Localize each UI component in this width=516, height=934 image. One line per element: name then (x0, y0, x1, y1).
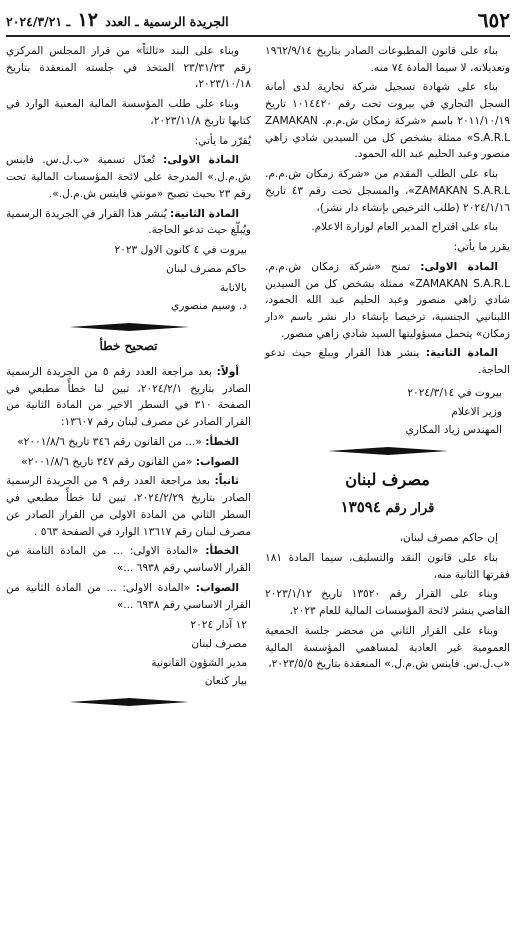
signature-line: المهندس زياد المكاري (405, 424, 502, 437)
errata-text: بعد مراجعة العدد رقم ٥ من الجريدة الرسمية الصادر بتاريخ ٢٠٢٤/٢/١، تبين لنا خطأً مطبعي في الصفحة ٣١٠ في السطر الاخير من المادة الثانية من القرار الصادر عن مصرف لبنان رقم ١٣٦٠٧: (6, 365, 251, 429)
right-column (265, 43, 510, 712)
paragraph: وبناء على طلب المؤسسة المالية المعنية الوارد في كتابها تاريخ ٢٠٢٣/١١/٨، (6, 98, 251, 127)
paragraph: وبناء على القرار رقم ١٣٥٢٠ تاريخ ٢٠٢٣/١/١٢ القاضي بنشر لائحة المؤسسات المالية للعام ٢٠٢٣، (265, 588, 510, 618)
article-1 (265, 259, 510, 343)
errata-item-2 (6, 473, 251, 540)
signature-line: وزير الاعلام (451, 405, 502, 418)
article-label: المادة الثانية: (425, 347, 498, 360)
errata-title: تصحيح خطأ (99, 339, 158, 354)
right-label: الصواب: (195, 455, 239, 468)
article-2 (265, 345, 510, 378)
article-label: المادة الثانية: (170, 207, 239, 220)
signature-line: مدير الشؤون القانونية (151, 656, 247, 669)
gazette-title (6, 9, 229, 31)
decides-heading: يقرر ما يأتي: (453, 241, 510, 254)
signature-line: ١٢ آذار ٢٠٢٤ (190, 619, 247, 632)
signature-line: د. وسيم منصوري (171, 300, 247, 313)
article-label: المادة الاولى: (420, 260, 499, 273)
wrong-text: «المادة الاولى: ... من المادة الثامنة من القرار الاساسي رقم ٦٩٣٨ ...» (6, 545, 251, 575)
article-text: تُعدّل تسمية «ب.ل.س. فاينس ش.م.ل.» المدرجة على لائحة المؤسسات المالية تحت رقم ٢٣ بحيث تصبح «مونتي فاينس ش.م.ل.». (6, 154, 251, 200)
page-header (6, 8, 510, 32)
errata-label: أولاً: (216, 365, 240, 378)
errata-right (6, 454, 251, 471)
errata-right (6, 580, 251, 613)
paragraph: بناء على قانون المطبوعات الصادر بتاريخ ١٩٦٢/٩/١٤ وتعديلاته، لا سيما المادة ٧٤ منه. (265, 45, 510, 74)
errata-wrong (6, 543, 251, 576)
decides-heading: يُقرّر ما يأتي: (194, 134, 251, 147)
errata-label: ثانياً: (214, 475, 239, 488)
decision-title (265, 496, 510, 520)
paragraph: بناء على قانون النقد والتسليف، سيما المادة ١٨١ فقرتها الثانية منه، (265, 551, 510, 581)
article-text: يُنشر هذا القرار في الجريدة الرسمية ويُبلّغ حيث تدعو الحاجة. (6, 207, 251, 237)
paragraph: وبناء على البند «ثالثاً» من قرار المجلس المركزي رقم ٢٣/٣١/٢٣ المتخذ في جلسته المنعقدة بتاريخ ٢٠٢٣/١٠/١٨، (6, 45, 251, 91)
article-2 (6, 206, 251, 239)
left-column (6, 43, 251, 712)
paragraph: بناء على الطلب المقدم من «شركة زمكان ش.م.م. ZAMAKAN S.A.R.L»، والمسجل تحت رقم ٤٣ تاريخ ٢٠٢٤/١/١٦ (طلب الترخيص بإنشاء دار نشر)، (265, 168, 511, 214)
paragraph: إن حاكم مصرف لبنان، (399, 532, 498, 545)
article-1 (6, 152, 251, 202)
right-text: «المادة الاولى: ... من المادة الثانية من القرار الاساسي رقم ٦٩٣٨ ...» (6, 581, 251, 611)
signature-line: بيروت في ٤ كانون الاول ٢٠٢٣ (114, 244, 247, 257)
errata-text: بعد مراجعة العدد رقم ٩ من الجريدة الرسمية الصادر بتاريخ ٢٠٢٤/٢/٢٩، تبين لنا خطأً مطبعي في السطر الثاني من المادة الاولى من القرار الصادر عن مصرف لبنان رقم ١٣٦١٧ الوارد في الصفحة ٥٦٣ . (6, 475, 251, 538)
paragraph: وبناء على القرار الثاني من محضر جلسة الجمعية العمومية غير العادية لمساهمي المؤسسة المالية «ب.ل.س. فاينس ش.م.ل.» المنعقدة بتاريخ ٢٠٢٣/٥/٥، (265, 624, 510, 671)
decision-number: ١٣٥٩٤ (340, 498, 381, 517)
article-label: المادة الاولى: (162, 154, 239, 167)
signature-line: بيار كنعان (204, 675, 247, 688)
article-text: ينشر هذا القرار ويبلغ حيث تدعو الحاجة. (265, 347, 510, 377)
section-divider-icon (69, 323, 189, 331)
decision-label: قرار رقم (385, 501, 435, 517)
right-label: الصواب: (195, 581, 239, 594)
paragraph: بناء على اقتراح المدير العام لوزارة الاعلام. (311, 221, 498, 234)
signature-line: بالانابة (219, 281, 247, 294)
bank-title: مصرف لبنان (345, 470, 430, 490)
errata-wrong (6, 434, 251, 451)
wrong-label: الخطأ: (205, 435, 239, 448)
signature-line: مصرف لبنان (191, 637, 247, 650)
issue-number: ١٢ (77, 9, 98, 31)
section-divider-icon (328, 447, 448, 455)
signature-line: بيروت في ٢٠٢٤/٣/١٤ (407, 386, 502, 399)
section-divider-icon (69, 698, 189, 706)
gazette-name: الجريدة الرسمية ـ العدد (105, 14, 229, 29)
signature-line: حاكم مصرف لبنان (166, 262, 247, 275)
right-text: «من القانون رقم ٣٤٧ تاريخ ٢٠٠١/٨/٦» (21, 455, 193, 468)
page-number: ٦٥٢ (477, 8, 510, 32)
article-text: تمنح «شركة زمكان ش.م.م. ZAMAKAN S.A.R.L» ممثلة بشخص كل من السيدين شادي زاهي منصور وعبد الحليم عبد الله الحمود، اللبنانيي الجنسية، ترخيصا بإنشاء دار نشر باسم «دار زمكان» يتحمل مسؤوليتها السيد شادي زاهي منصور. (265, 260, 510, 340)
wrong-text: «... من القانون رقم ٣٤٦ تاريخ ٢٠٠١/٨/٦» (17, 435, 202, 448)
errata-item-1 (6, 364, 251, 431)
gazette-date: ـ ٢٠٢٤/٣/٢١ (6, 14, 71, 29)
wrong-label: الخطأ: (205, 545, 239, 558)
paragraph: بناء على شهادة تسجيل شركة تجارية لدى أمانة السجل التجاري في بيروت تحت رقم ١٠١٤٤٢٠ تاريخ ٢٠١١/١٠/١٩ باسم «شركة زمكان ش.م.م. ZAMAKAN S.A.R.L» ممثلة بشخص كل من السيدين شادي زاهي منصور وعبد الحليم عبد الله الحمود. (265, 81, 510, 161)
header-rule (6, 35, 510, 37)
